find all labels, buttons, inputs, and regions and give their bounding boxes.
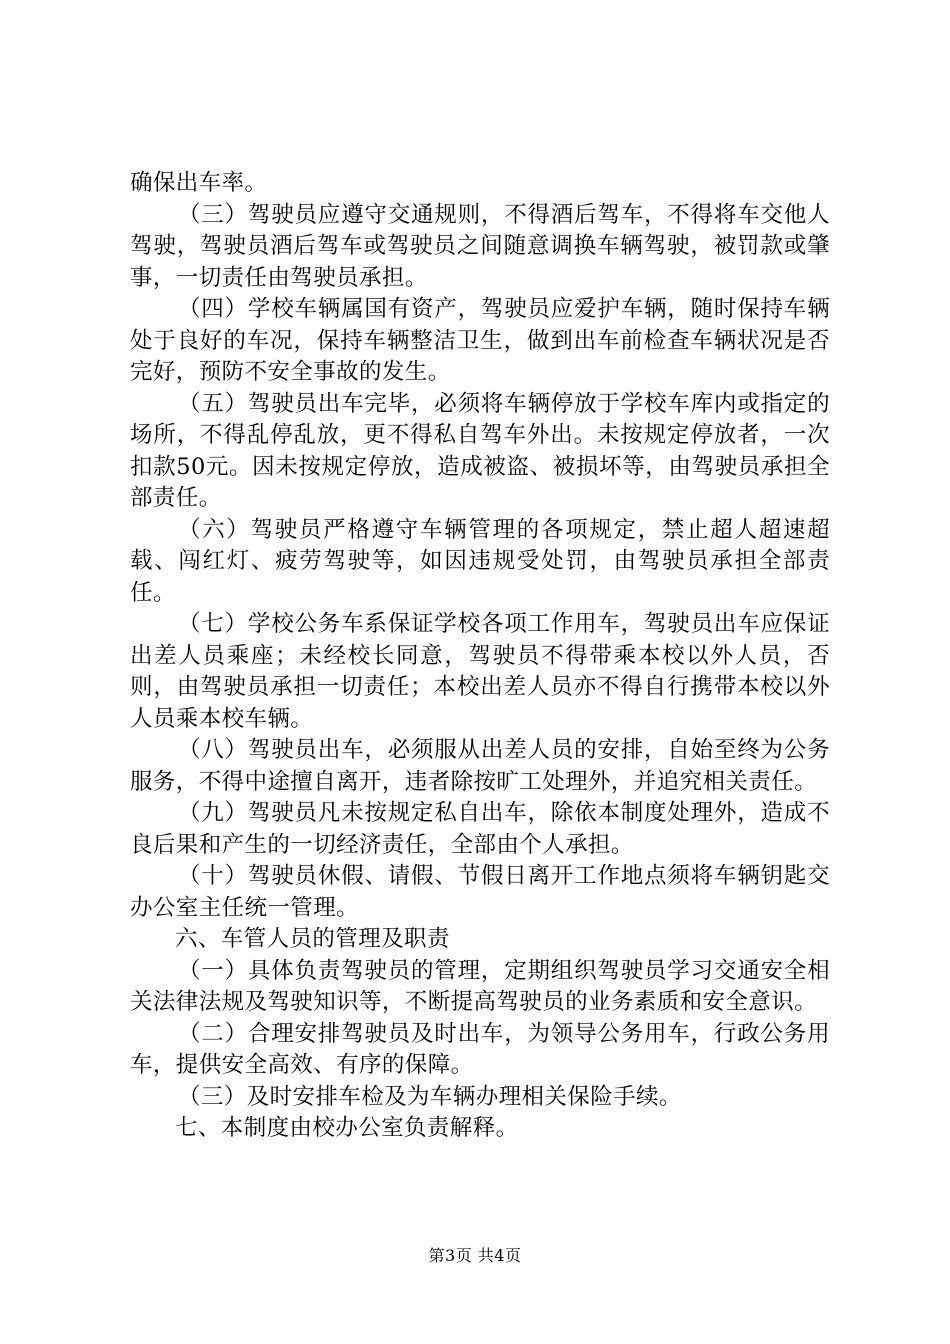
paragraph-driver-rule-9: （九）驾驶员凡未按规定私自出车，除依本制度处理外，造成不良后果和产生的一切经济责任，全部由个人承担。: [130, 800, 830, 858]
page-number-footer: 第3页 共4页: [428, 1246, 522, 1265]
paragraph-driver-rule-8: （八）驾驶员出车，必须服从出差人员的安排，自始至终为公务服务，不得中途擅自离开，违者除按旷工处理外，并追究相关责任。: [130, 737, 830, 795]
paragraph-driver-rule-4: （四）学校车辆属国有资产，驾驶员应爱护车辆，随时保持车辆处于良好的车况，保持车辆整洁卫生，做到出车前检查车辆状况是否完好，预防不安全事故的发生。: [130, 296, 830, 385]
paragraph-continuation: 确保出车率。: [130, 170, 268, 196]
paragraph-driver-rule-5: （五）驾驶员出车完毕，必须将车辆停放于学校车库内或指定的场所，不得乱停乱放，更不得私自驾车外出。未按规定停放者，一次扣款50元。因未按规定停放，造成被盗、被损坏等，由驾驶员承担全部责任。: [130, 390, 830, 511]
paragraph-driver-rule-6: （六）驾驶员严格遵守车辆管理的各项规定，禁止超人超速超载、闯红灯、疲劳驾驶等，如因违规受处罚，由驾驶员承担全部责任。: [130, 516, 830, 606]
paragraph-manager-duty-3: （三）及时安排车检及为车辆办理相关保险手续。: [178, 1083, 682, 1110]
paragraph-driver-rule-10: （十）驾驶员休假、请假、节假日离开工作地点须将车辆钥匙交办公室主任统一管理。: [130, 863, 830, 921]
paragraph-driver-rule-7: （七）学校公务车系保证学校各项工作用车，驾驶员出车应保证出差人员乘座；未经校长同意，驾驶员不得带乘本校以外人员，否则，由驾驶员承担一切责任；本校出差人员亦不得自行携带本校以外人员乘本校车辆。: [130, 611, 830, 732]
paragraph-driver-rule-3: （三）驾驶员应遵守交通规则，不得酒后驾车，不得将车交他人驾驶，驾驶员酒后驾车或驾驶员之间随意调换车辆驾驶，被罚款或肇事，一切责任由驾驶员承担。: [130, 201, 830, 291]
paragraph-manager-duty-1: （一）具体负责驾驶员的管理，定期组织驾驶员学习交通安全相关法律法规及驾驶知识等，不断提高驾驶员的业务素质和安全意识。: [130, 957, 830, 1015]
document-body: [130, 168, 830, 1145]
section-heading-6: 六、车管人员的管理及职责: [175, 926, 450, 952]
paragraph-manager-duty-2: （二）合理安排驾驶员及时出车，为领导公务用车，行政公务用车，提供安全高效、有序的保障。: [130, 1020, 830, 1078]
section-heading-7: 七、本制度由校办公室负责解释。: [175, 1115, 519, 1141]
